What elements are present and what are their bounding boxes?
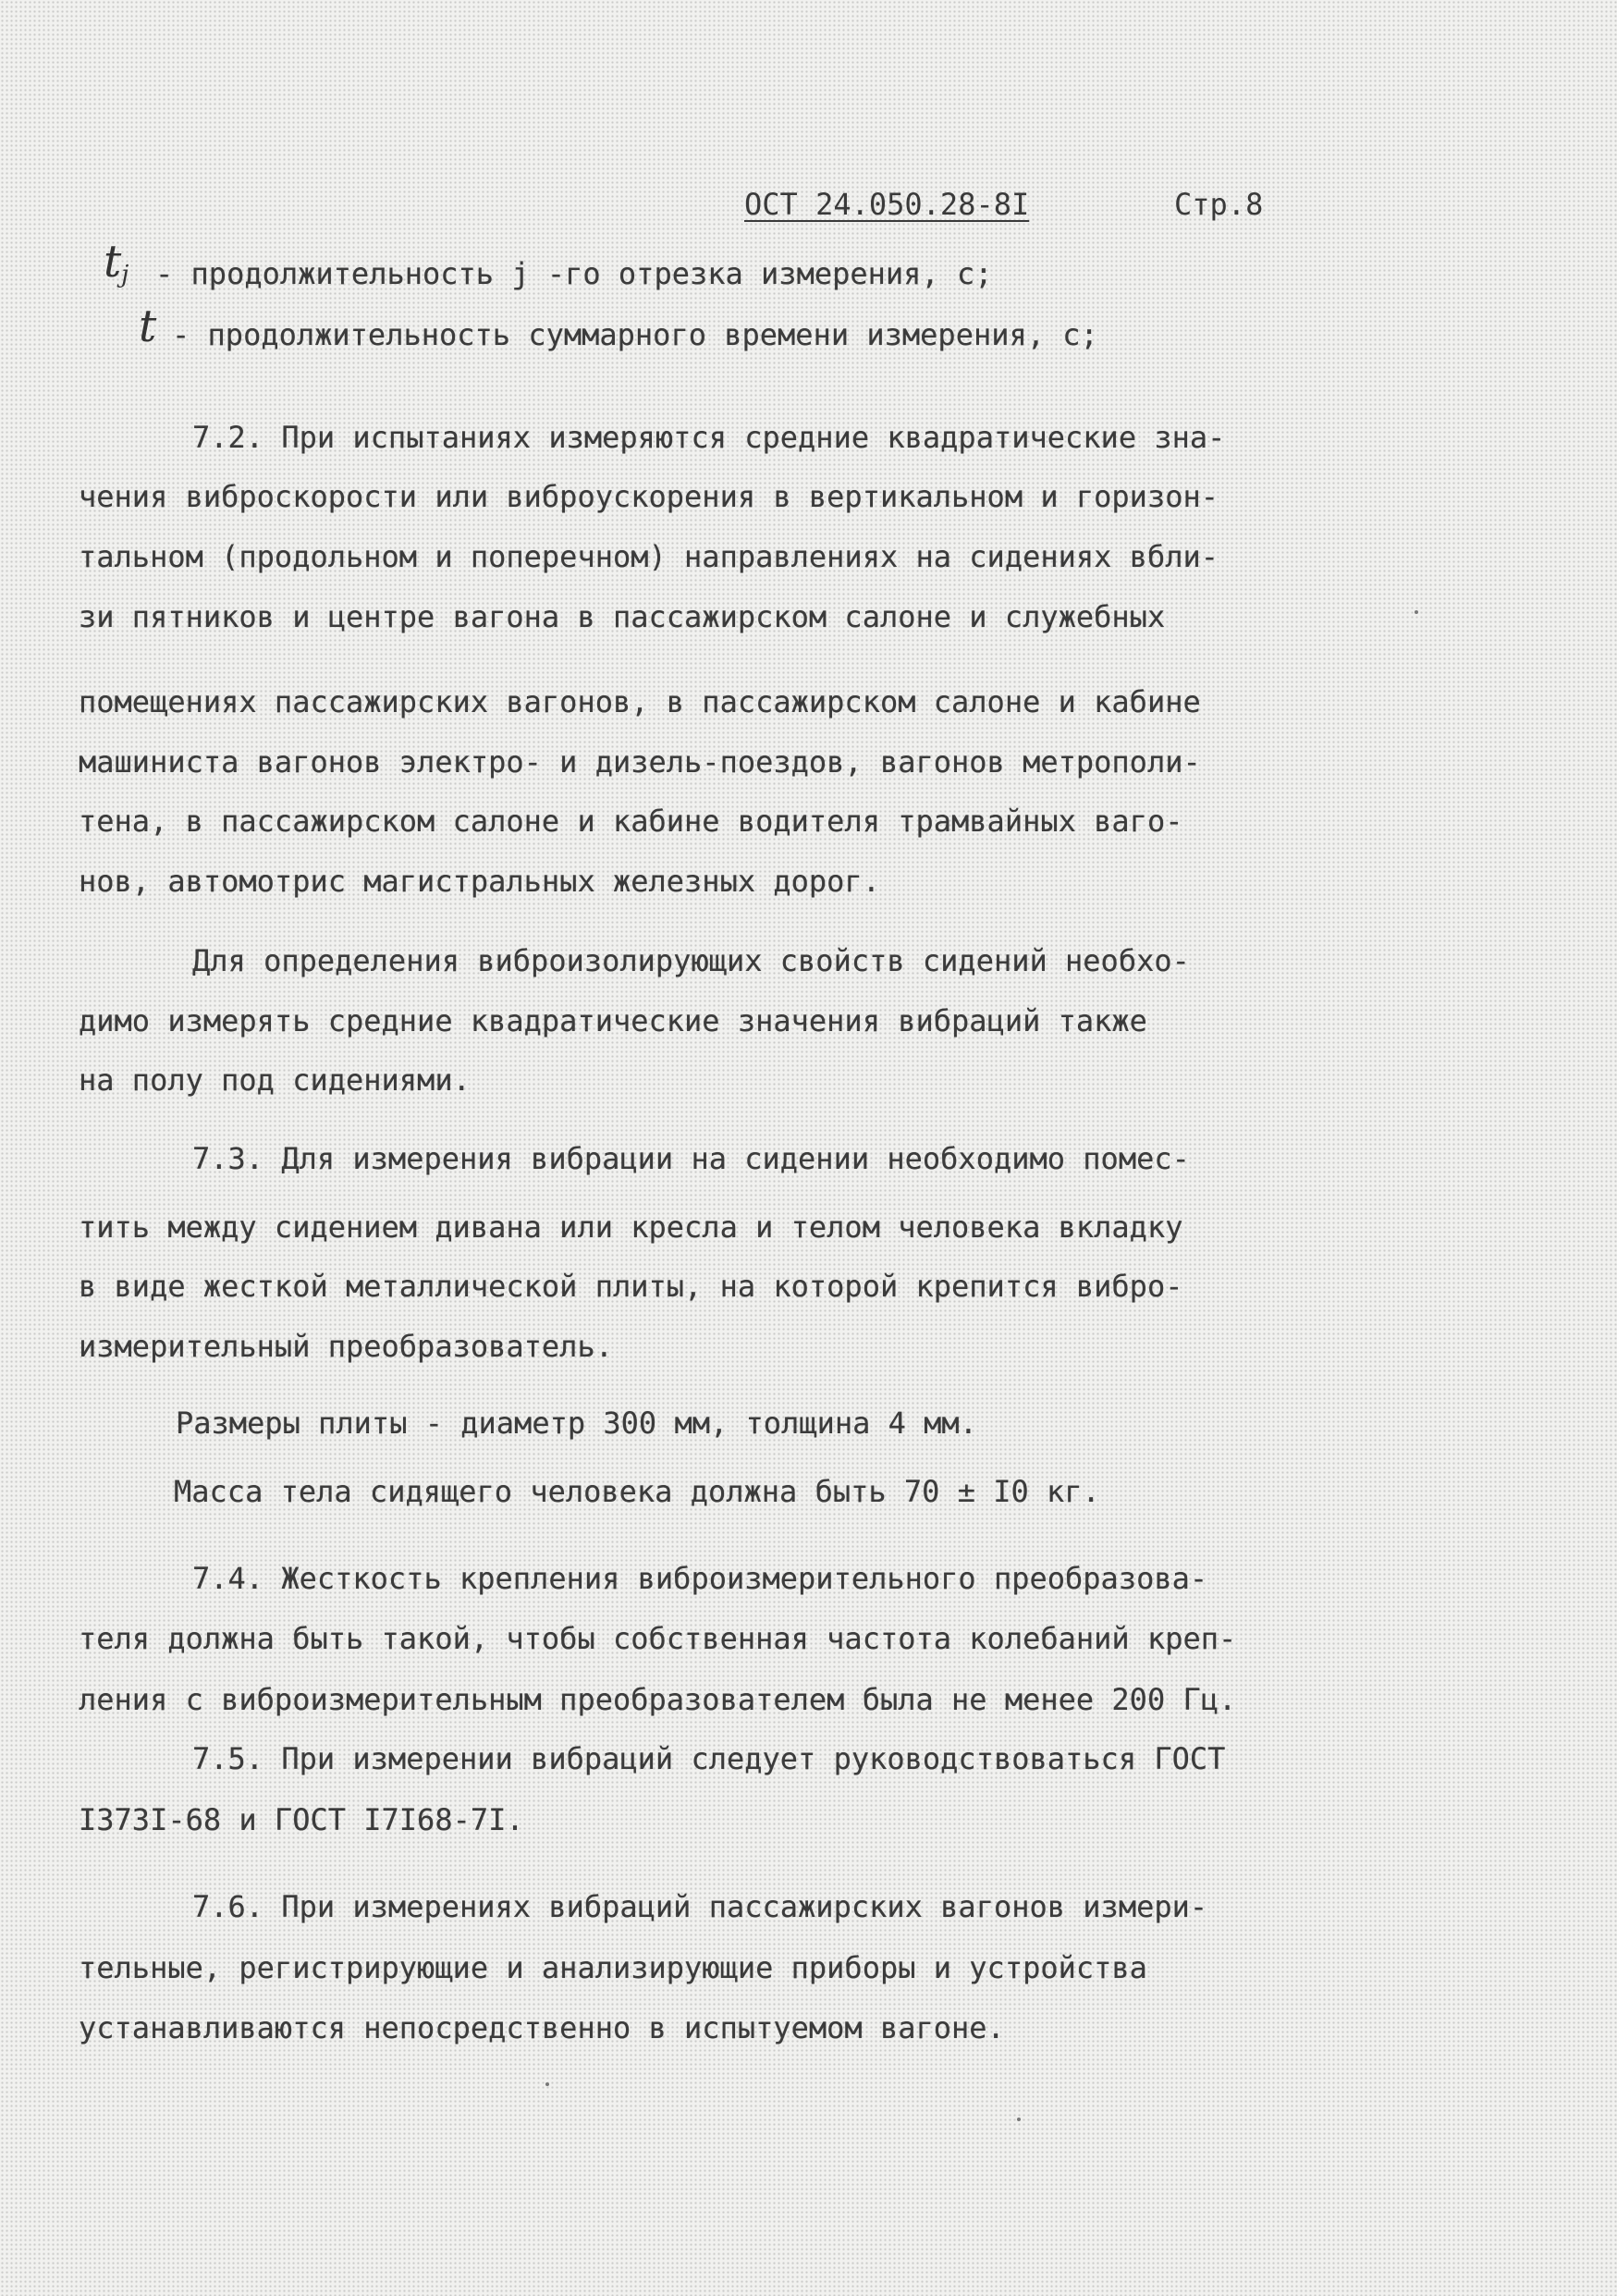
paragraph-7-2-line: машиниста вагонов электро- и дизель-поездов, вагонов метрополи- xyxy=(79,744,1201,780)
symbol-tj xyxy=(104,236,129,298)
page-number: Стр.8 xyxy=(1174,187,1264,222)
paragraph-7-3-line: тить между сидением дивана или кресла и телом человека вкладку xyxy=(79,1209,1183,1245)
scan-speck xyxy=(1415,610,1418,614)
body-mass-line: Масса тела сидящего человека должна быть 70 ± I0 кг. xyxy=(174,1474,1100,1509)
paragraph-7-3-line: измерительный преобразователь. xyxy=(79,1329,613,1364)
paragraph-7-6-line: устанавливаются непосредственно в испытуемом вагоне. xyxy=(79,2010,1005,2045)
paragraph-7-5-line: I373I-68 и ГОСТ I7I68-7I. xyxy=(79,1802,524,1837)
symbol-t: t xyxy=(139,301,157,352)
scan-speck xyxy=(545,2082,549,2086)
symbol-t-letter: t xyxy=(104,236,122,288)
paragraph-7-2-line: помещениях пассажирских вагонов, в пассажирском салоне и кабине xyxy=(79,684,1201,719)
paragraph-7-2-line: зи пятников и центре вагона в пассажирском салоне и служебных xyxy=(79,599,1166,634)
paragraph-7-6-line: 7.6. При измерениях вибраций пассажирских вагонов измери- xyxy=(192,1889,1208,1924)
paragraph-line: Для определения виброизолирующих свойств сидений необхо- xyxy=(192,943,1190,978)
paragraph-7-5-line: 7.5. При измерении вибраций следует руководствоваться ГОСТ xyxy=(192,1741,1226,1776)
plate-dimensions-line: Размеры плиты - диаметр 300 мм, толщина 4 мм. xyxy=(176,1406,977,1441)
page-header xyxy=(744,181,1317,227)
definition-line: - продолжительность j -го отрезка измерения, с; xyxy=(155,256,993,291)
symbol-subscript: j xyxy=(121,261,129,289)
scan-speck xyxy=(1017,2118,1021,2121)
paragraph-7-4-line: теля должна быть такой, чтобы собственная частота колебаний креп- xyxy=(79,1621,1237,1656)
paragraph-7-2-line: тена, в пассажирском салоне и кабине водителя трамвайных ваго- xyxy=(79,804,1183,839)
paragraph-7-3-line: 7.3. Для измерения вибрации на сидении необходимо помес- xyxy=(192,1141,1190,1176)
paragraph-line: димо измерять средние квадратические значения вибраций также xyxy=(79,1003,1147,1038)
paragraph-7-2-line: нов, автомотрис магистральных железных дорог. xyxy=(79,864,880,899)
paragraph-line: на полу под сидениями. xyxy=(79,1062,471,1098)
paragraph-7-3-line: в виде жесткой металлической плиты, на которой крепится вибро- xyxy=(79,1269,1183,1304)
definition-line: - продолжительность суммарного времени измерения, с; xyxy=(172,317,1098,352)
paragraph-7-6-line: тельные, регистрирующие и анализирующие приборы и устройства xyxy=(79,1950,1147,1985)
standard-code: ОСТ 24.050.28-8I xyxy=(744,187,1030,222)
paragraph-7-4-line: 7.4. Жесткость крепления виброизмерительного преобразова- xyxy=(192,1561,1208,1596)
paragraph-7-4-line: ления с виброизмерительным преобразователем была не менее 200 Гц. xyxy=(79,1682,1237,1717)
paragraph-7-2-line: чения виброскорости или виброускорения в вертикальном и горизон- xyxy=(79,479,1219,514)
paragraph-7-2-line: тальном (продольном и поперечном) направлениях на сидениях вбли- xyxy=(79,539,1219,574)
paragraph-7-2-line: 7.2. При испытаниях измеряются средние квадратические зна- xyxy=(192,420,1226,455)
